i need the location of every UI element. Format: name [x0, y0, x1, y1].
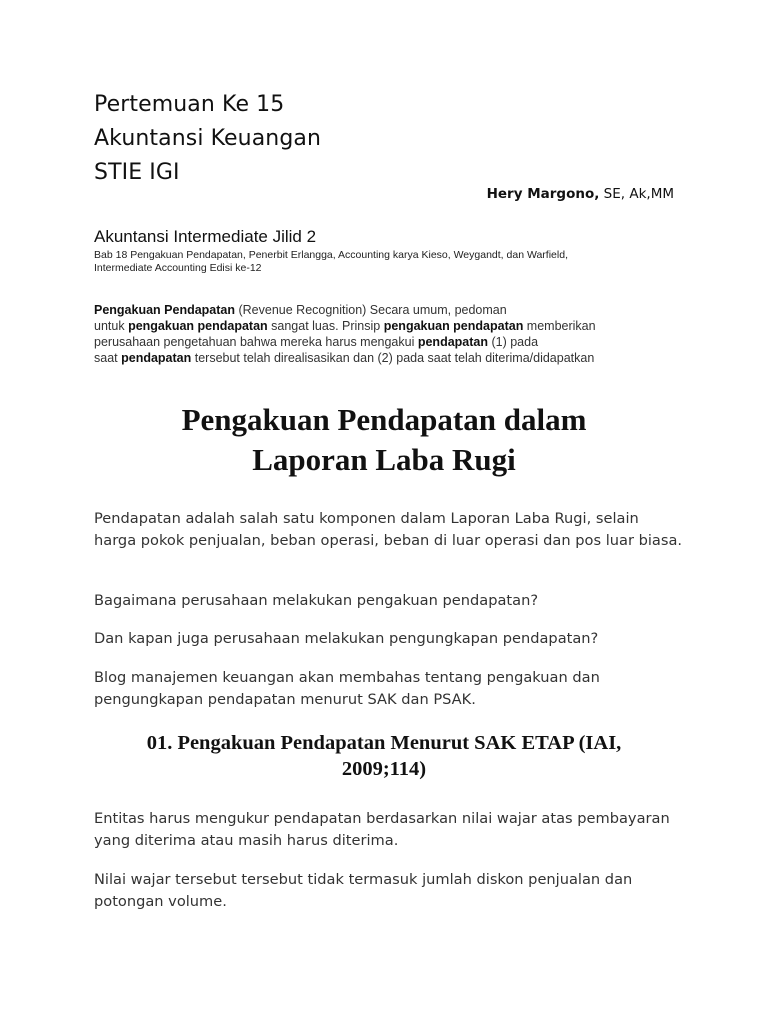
intro-bold-term: pengakuan pendapatan: [383, 319, 524, 333]
institution-title: STIE IGI: [94, 160, 180, 185]
paragraph: Nilai wajar tersebut tersebut tidak termasuk jumlah diskon penjualan dan potongan volume.: [94, 871, 633, 910]
paragraph: Bagaimana perusahaan melakukan pengakuan pendapatan?: [94, 592, 539, 609]
book-reference-line: Intermediate Accounting Edisi ke-12: [94, 262, 262, 274]
paragraph: Dan kapan juga perusahaan melakukan pengungkapan pendapatan?: [94, 630, 599, 647]
intro-line: [94, 302, 694, 318]
intro-text: sangat luas. Prinsip: [267, 319, 384, 333]
main-heading-line: Pengakuan Pendapatan dalam: [181, 402, 587, 437]
intro-text: (1) pada: [488, 335, 539, 349]
intro-line: [94, 350, 694, 366]
author-name: Hery Margono,: [486, 186, 600, 202]
book-reference-line: Bab 18 Pengakuan Pendapatan, Penerbit Erlangga, Accounting karya Kieso, Weygandt, dan Warfield,: [94, 249, 568, 261]
intro-text: saat: [94, 351, 122, 365]
book-title: Akuntansi Intermediate Jilid 2: [94, 227, 317, 246]
intro-bold-term: pengakuan pendapatan: [128, 319, 268, 333]
paragraph: Entitas harus mengukur pendapatan berdasarkan nilai wajar atas pembayaran yang diterima atau masih harus diterima.: [94, 810, 670, 849]
paragraph: Blog manajemen keuangan akan membahas tentang pengakuan dan pengungkapan pendapatan menurut SAK dan PSAK.: [94, 669, 600, 708]
author-line: [487, 186, 674, 202]
main-heading: [94, 400, 674, 480]
intro-paragraph: [94, 302, 694, 366]
intro-bold-term: pendapatan: [121, 351, 192, 365]
intro-text: tersebut telah direalisasikan dan (2) pada saat telah diterima/didapatkan: [191, 351, 595, 365]
intro-line: [94, 334, 694, 350]
intro-text: perusahaan pengetahuan bahwa mereka harus mengakui: [94, 335, 418, 349]
meeting-title: Pertemuan Ke 15: [94, 92, 285, 117]
course-title: Akuntansi Keuangan: [94, 126, 322, 151]
section-heading-line: 2009;114): [341, 758, 427, 780]
intro-line: [94, 318, 694, 334]
main-heading-line: Laporan Laba Rugi: [252, 442, 516, 477]
intro-text: memberikan: [523, 319, 596, 333]
paragraph: Pendapatan adalah salah satu komponen dalam Laporan Laba Rugi, selain harga pokok penjualan, beban operasi, beban di luar operasi dan pos luar biasa.: [94, 510, 683, 549]
intro-text: (Revenue Recognition) Secara umum, pedoman: [235, 303, 507, 317]
intro-text: untuk: [94, 319, 129, 333]
section-heading-line: 01. Pengakuan Pendapatan Menurut SAK ETAP (IAI,: [146, 732, 622, 754]
section-heading: [94, 730, 674, 782]
author-degrees: SE, Ak,MM: [599, 186, 674, 202]
intro-bold-term: Pengakuan Pendapatan: [94, 303, 236, 317]
book-reference: [94, 249, 654, 275]
intro-bold-term: pendapatan: [417, 335, 488, 349]
